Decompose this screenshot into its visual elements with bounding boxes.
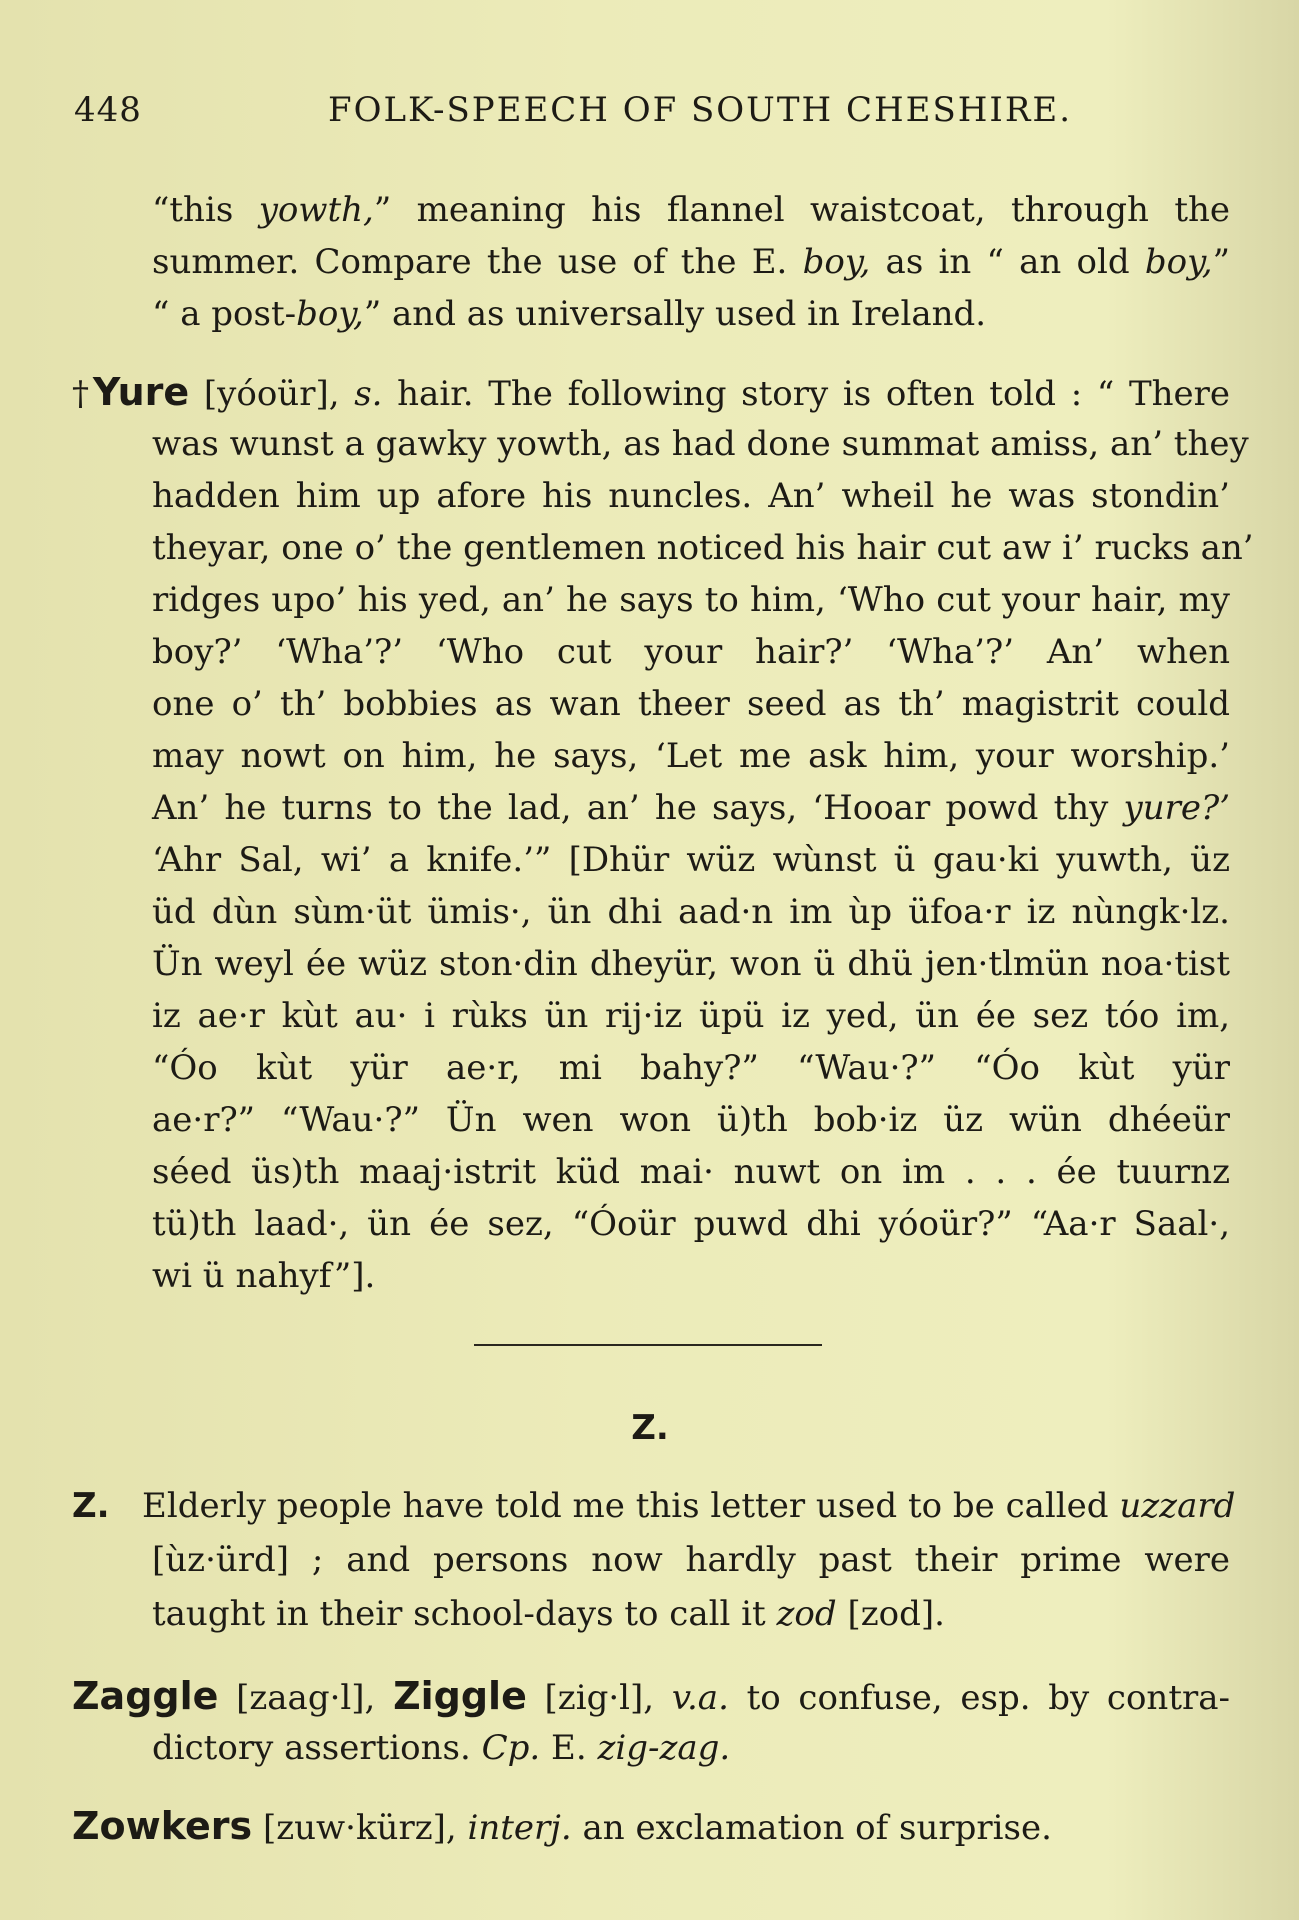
headword-yure: Yure (92, 370, 190, 414)
page-number: 448 (74, 90, 142, 130)
entry-yure-line-1: †Yure [yóoür], s. hair. The following story is often told : “ There (72, 370, 1231, 414)
entry-yure-line-16: séed üs)th maaj·istrit küd mai· nuwt on im . . . ée tuurnz (152, 1152, 1230, 1192)
entry-z-line-3: taught in their school-days to call it zod [zod]. (152, 1594, 945, 1634)
entry-yure-line-11: üd dùn sùm·üt ümis·, ün dhi aad·n im ùp üfoa·r iz nùngk·lz. (152, 892, 1230, 932)
entry-yure-line-9: An’ he turns to the lad, an’ he says, ‘Hooar powd thy yure?’ (152, 788, 1230, 828)
entry-yure-line-5: ridges upo’ his yed, an’ he says to him, ‘Who cut your hair, my (152, 580, 1230, 620)
entry-yure-line-15: ae·r?” “Wau·?” Ün wen won ü)th bob·iz üz wün dhéeür (152, 1100, 1230, 1140)
entry-yure-line-8: may nowt on him, he says, ‘Let me ask him, your worship.’ (152, 736, 1230, 776)
entry-zaggle-line-1: Zaggle [zaag·l], Ziggle [zig·l], v.a. to confuse, esp. by contra- (72, 1674, 1231, 1718)
entry-yure-line-6: boy?’ ‘Wha’?’ ‘Who cut your hair?’ ‘Wha’?’ An’ when (152, 632, 1230, 672)
headword-zowkers: Zowkers (72, 1804, 253, 1848)
running-title: FOLK-SPEECH OF SOUTH CHESHIRE. (328, 90, 1073, 130)
entry-yure-line-14: “Óo kùt yür ae·r, mi bahy?” “Wau·?” “Óo kùt yür (152, 1048, 1230, 1088)
entry-yure-line-3: hadden him up afore his nuncles. An’ wheil he was stondin’ (152, 476, 1230, 516)
yowth-continuation-line-2: summer. Compare the use of the E. boy, as in “ an old boy,” (152, 242, 1230, 282)
headword-ziggle: Ziggle (393, 1674, 527, 1718)
entry-yure-line-18: wi ü nahyf”]. (152, 1256, 376, 1296)
entry-z-line-2: [ùz·ürd] ; and persons now hardly past their prime were (152, 1540, 1230, 1580)
dagger-mark: † (72, 374, 93, 414)
entry-yure-line-4: theyar, one o’ the gentlemen noticed his hair cut aw i’ rucks an’ (152, 528, 1254, 568)
section-letter-heading: Z. (631, 1408, 669, 1448)
entry-zowkers-line-1: Zowkers [zuw·kürz], interj. an exclamation of surprise. (72, 1804, 1052, 1848)
entry-zaggle-line-2: dictory assertions. Cp. E. zig-zag. (152, 1728, 731, 1768)
running-header (74, 90, 1254, 140)
entry-yure-line-10: ‘Ahr Sal, wi’ a knife.’” [Dhür wüz wùnst ü gau·ki yuwth, üz (152, 840, 1230, 880)
yowth-continuation-line-1: “this yowth,” meaning his flannel waistcoat, through the (152, 190, 1230, 230)
section-divider (474, 1344, 822, 1346)
entry-yure-line-7: one o’ th’ bobbies as wan theer seed as th’ magistrit could (152, 684, 1230, 724)
entry-yure-line-2: was wunst a gawky yowth, as had done summat amiss, an’ they (152, 424, 1249, 464)
headword-zaggle: Zaggle (72, 1674, 219, 1718)
entry-yure-line-13: iz ae·r kùt au· i rùks ün rij·iz üpü iz yed, ün ée sez tóo im, (152, 996, 1230, 1036)
yowth-continuation-line-3: “ a post-boy,” and as universally used in Ireland. (152, 294, 987, 334)
entry-yure-line-12: Ün weyl ée wüz ston·din dheyür, won ü dhü jen·tlmün noa·tist (152, 944, 1230, 984)
entry-yure-line-17: tü)th laad·, ün ée sez, “Óoür puwd dhi yóoür?” “Aa·r Saal·, (152, 1204, 1230, 1244)
headword-z: Z. (72, 1486, 110, 1526)
entry-z-line-1: Z. Elderly people have told me this letter used to be called uzzard (72, 1486, 1236, 1526)
